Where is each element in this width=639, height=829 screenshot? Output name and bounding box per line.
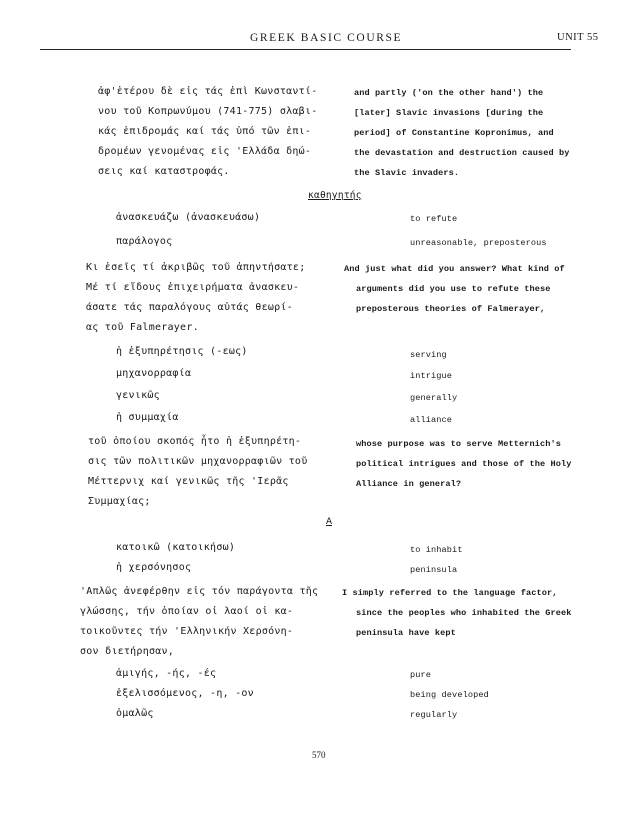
- vocab-greek: ἀνασκευάζω (ἀνασκευάσω): [116, 212, 261, 223]
- english-line: period] of Constantine Kopronimus, and: [354, 128, 554, 138]
- english-line: whose purpose was to serve Metternich's: [356, 439, 562, 449]
- vocab-english: unreasonable, preposterous: [410, 238, 547, 248]
- greek-line: δρομέων γενομένας εἰς 'Ελλάδα δηώ-: [98, 146, 312, 157]
- greek-line: τοικοῦντες τήν 'Ελληνικήν Χερσόνη-: [80, 626, 294, 637]
- greek-line: σις τῶν πολιτικῶν μηχανορραφιῶν τοῦ: [88, 456, 308, 467]
- english-line: the devastation and destruction caused by: [354, 148, 570, 158]
- vocab-english: serving: [410, 350, 447, 360]
- vocab-greek: γενικῶς: [116, 390, 160, 401]
- greek-line: κάς ἐπιδρομάς καί τάς ὑπό τῶν ἐπι-: [98, 126, 312, 137]
- vocab-greek: παράλογος: [116, 236, 173, 247]
- greek-line: ας τοῦ Falmerayer.: [86, 322, 199, 333]
- greek-line: νου τοῦ Κοπρωνύμου (741-775) σλαβι-: [98, 106, 318, 117]
- english-line: the Slavic invaders.: [354, 168, 460, 178]
- greek-line: γλώσσης, τήν ὁποίαν οἱ λαοί οἱ κα-: [80, 606, 294, 617]
- greek-line: Κι ἐσεῖς τί ἀκριβῶς τοῦ ἀπηντήσατε;: [86, 262, 306, 273]
- page-number: 570: [312, 750, 326, 760]
- greek-line: σεις καί καταστροφάς.: [98, 166, 230, 177]
- speaker-heading: καθηγητής: [308, 190, 362, 201]
- vocab-greek: ἐξελισσόμενος, -η, -ον: [116, 688, 254, 699]
- vocab-english: intrigue: [410, 371, 453, 381]
- english-line: preposterous theories of Falmerayer,: [356, 304, 546, 314]
- vocab-english: regularly: [410, 710, 458, 720]
- greek-line: τοῦ ὁποίου σκοπός ἦτο ἡ ἐξυπηρέτη-: [88, 436, 302, 447]
- english-line: peninsula have kept: [356, 628, 456, 638]
- vocab-greek: ὁμαλῶς: [116, 708, 154, 719]
- header-rule: [40, 49, 571, 50]
- english-line: I simply referred to the language factor,: [342, 588, 558, 598]
- course-title: GREEK BASIC COURSE: [250, 32, 403, 44]
- vocab-english: alliance: [410, 415, 453, 425]
- vocab-greek: ἡ χερσόνησος: [116, 562, 192, 573]
- page-header: [0, 28, 639, 50]
- greek-line: Συμμαχίας;: [88, 496, 151, 507]
- vocab-english: pure: [410, 670, 432, 680]
- english-line: since the peoples who inhabited the Greek: [356, 608, 572, 618]
- english-line: Alliance in general?: [356, 479, 462, 489]
- section-marker: A: [326, 517, 333, 528]
- vocab-english: generally: [410, 393, 458, 403]
- vocab-greek: ἡ ἐξυπηρέτησις (-εως): [116, 346, 248, 357]
- greek-line: ἀφ'ἑτέρου δὲ εἰς τάς ἐπὶ Κωνσταντί-: [98, 86, 318, 97]
- greek-line: σον διετήρησαν,: [80, 646, 175, 657]
- greek-line: Μέττερνιχ καί γενικῶς τῆς 'Ιερᾶς: [88, 476, 289, 487]
- unit-label: UNIT 55: [557, 32, 599, 43]
- vocab-greek: κατοικῶ (κατοικήσω): [116, 542, 236, 553]
- english-line: And just what did you answer? What kind of: [344, 264, 565, 274]
- english-line: [later] Slavic invasions [during the: [354, 108, 544, 118]
- english-line: political intrigues and those of the Holy: [356, 459, 572, 469]
- english-line: and partly ('on the other hand') the: [354, 88, 544, 98]
- greek-line: 'Απλῶς ἀνεφέρθην εἰς τόν παράγοντα τῆς: [80, 586, 319, 597]
- vocab-english: being developed: [410, 690, 489, 700]
- vocab-greek: μηχανορραφία: [116, 368, 192, 379]
- english-line: arguments did you use to refute these: [356, 284, 551, 294]
- vocab-greek: ἀμιγής, -ής, -ές: [116, 668, 217, 679]
- vocab-english: to refute: [410, 214, 458, 224]
- vocab-english: peninsula: [410, 565, 458, 575]
- vocab-english: to inhabit: [410, 545, 463, 555]
- greek-line: Μέ τί εἴδους ἐπιχειρήματα ἀνασκευ-: [86, 282, 300, 293]
- vocab-greek: ἡ συμμαχία: [116, 412, 179, 423]
- greek-line: άσατε τάς παραλόγους αὐτάς θεωρί-: [86, 302, 293, 313]
